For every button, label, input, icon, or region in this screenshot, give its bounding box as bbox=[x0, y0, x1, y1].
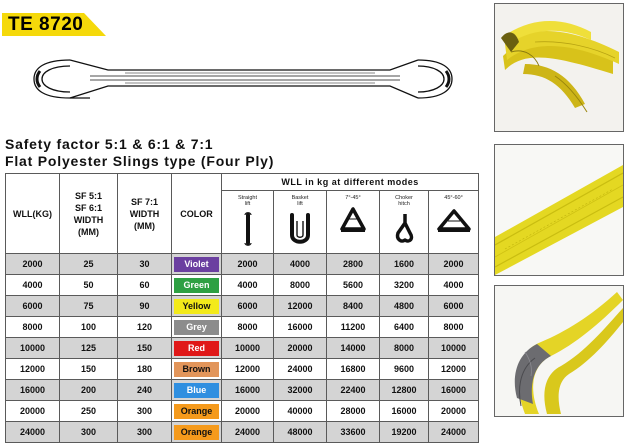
color-swatch: Brown bbox=[174, 362, 219, 377]
basket-lift-cell: 24000 bbox=[274, 359, 327, 380]
mode-wide-angle-basket: 45°-60° bbox=[429, 191, 479, 254]
sf5-6-width-cell: 150 bbox=[60, 359, 118, 380]
wide-angle-basket-cell: 8000 bbox=[429, 317, 479, 338]
choker-hitch-cell: 9600 bbox=[380, 359, 429, 380]
mode-basket-lift: Basket lift bbox=[274, 191, 327, 254]
photo-folded-yellow-sling bbox=[494, 3, 624, 132]
wide-angle-basket-icon bbox=[434, 205, 474, 241]
angled-basket-cell: 5600 bbox=[327, 275, 380, 296]
color-cell bbox=[172, 338, 222, 359]
choker-hitch-cell: 8000 bbox=[380, 338, 429, 359]
angled-basket-cell: 11200 bbox=[327, 317, 380, 338]
color-swatch: Red bbox=[174, 341, 219, 356]
wll-cell: 10000 bbox=[6, 338, 60, 359]
modes-header: WLL in kg at different modes bbox=[222, 174, 479, 191]
straight-lift-icon bbox=[228, 211, 268, 247]
sf7-width-cell: 60 bbox=[118, 275, 172, 296]
sf7-width-cell: 150 bbox=[118, 338, 172, 359]
sf5-6-width-cell: 50 bbox=[60, 275, 118, 296]
sf5-6-width-cell: 100 bbox=[60, 317, 118, 338]
color-cell bbox=[172, 296, 222, 317]
basket-lift-cell: 48000 bbox=[274, 422, 327, 443]
choker-hitch-cell: 19200 bbox=[380, 422, 429, 443]
wide-angle-basket-cell: 24000 bbox=[429, 422, 479, 443]
color-cell bbox=[172, 254, 222, 275]
table-row bbox=[6, 338, 479, 359]
sf5-6-width-cell: 300 bbox=[60, 422, 118, 443]
safety-factor-heading: Safety factor 5:1 & 6:1 & 7:1 bbox=[5, 136, 214, 152]
wll-cell: 2000 bbox=[6, 254, 60, 275]
color-swatch: Orange bbox=[174, 425, 219, 440]
choker-hitch-cell: 16000 bbox=[380, 401, 429, 422]
straight-lift-cell: 8000 bbox=[222, 317, 274, 338]
angled-basket-cell: 33600 bbox=[327, 422, 380, 443]
wll-cell: 20000 bbox=[6, 401, 60, 422]
table-row bbox=[6, 359, 479, 380]
mode-straight-lift: Straight lift bbox=[222, 191, 274, 254]
wide-angle-basket-cell: 6000 bbox=[429, 296, 479, 317]
color-cell bbox=[172, 422, 222, 443]
basket-lift-cell: 32000 bbox=[274, 380, 327, 401]
straight-lift-cell: 16000 bbox=[222, 380, 274, 401]
basket-lift-cell: 20000 bbox=[274, 338, 327, 359]
choker-hitch-cell: 12800 bbox=[380, 380, 429, 401]
basket-lift-cell: 12000 bbox=[274, 296, 327, 317]
color-swatch: Grey bbox=[174, 320, 219, 335]
wll-cell: 24000 bbox=[6, 422, 60, 443]
angled-basket-cell: 8400 bbox=[327, 296, 380, 317]
table-row bbox=[6, 380, 479, 401]
sf7-width-cell: 90 bbox=[118, 296, 172, 317]
sf7-width-header: SF 7:1 WIDTH (MM) bbox=[118, 174, 172, 254]
straight-lift-cell: 2000 bbox=[222, 254, 274, 275]
straight-lift-cell: 12000 bbox=[222, 359, 274, 380]
straight-lift-cell: 4000 bbox=[222, 275, 274, 296]
table-row bbox=[6, 296, 479, 317]
angled-basket-cell: 14000 bbox=[327, 338, 380, 359]
table-row bbox=[6, 422, 479, 443]
choker-hitch-icon bbox=[384, 211, 424, 247]
choker-hitch-cell: 4800 bbox=[380, 296, 429, 317]
mode-choker-hitch: Choker hitch bbox=[380, 191, 429, 254]
straight-lift-cell: 24000 bbox=[222, 422, 274, 443]
wll-cell: 16000 bbox=[6, 380, 60, 401]
wide-angle-basket-cell: 4000 bbox=[429, 275, 479, 296]
color-cell bbox=[172, 359, 222, 380]
color-header: COLOR bbox=[172, 174, 222, 254]
basket-lift-cell: 4000 bbox=[274, 254, 327, 275]
sf7-width-cell: 180 bbox=[118, 359, 172, 380]
photo-sling-closeup bbox=[494, 144, 624, 276]
wll-header: WLL(KG) bbox=[6, 174, 60, 254]
product-badge bbox=[2, 13, 106, 36]
angled-basket-cell: 22400 bbox=[327, 380, 380, 401]
color-swatch: Yellow bbox=[174, 299, 219, 314]
wll-cell: 4000 bbox=[6, 275, 60, 296]
sling-type-heading: Flat Polyester Slings type (Four Ply) bbox=[5, 153, 275, 169]
spec-table bbox=[5, 173, 479, 443]
sf7-width-cell: 120 bbox=[118, 317, 172, 338]
wide-angle-basket-cell: 16000 bbox=[429, 380, 479, 401]
sf5-6-width-header: SF 5:1 SF 6:1 WIDTH (MM) bbox=[60, 174, 118, 254]
basket-lift-icon bbox=[280, 211, 320, 247]
sf7-width-cell: 300 bbox=[118, 422, 172, 443]
wide-angle-basket-cell: 2000 bbox=[429, 254, 479, 275]
choker-hitch-cell: 3200 bbox=[380, 275, 429, 296]
color-swatch: Violet bbox=[174, 257, 219, 272]
color-cell bbox=[172, 401, 222, 422]
straight-lift-cell: 20000 bbox=[222, 401, 274, 422]
color-cell bbox=[172, 275, 222, 296]
choker-hitch-cell: 6400 bbox=[380, 317, 429, 338]
wll-cell: 12000 bbox=[6, 359, 60, 380]
color-cell bbox=[172, 380, 222, 401]
photo-sling-eye-with-sleeve bbox=[494, 285, 624, 417]
table-row bbox=[6, 317, 479, 338]
sf5-6-width-cell: 25 bbox=[60, 254, 118, 275]
sf5-6-width-cell: 125 bbox=[60, 338, 118, 359]
angled-basket-cell: 2800 bbox=[327, 254, 380, 275]
table-row bbox=[6, 275, 479, 296]
angled-basket-cell: 16800 bbox=[327, 359, 380, 380]
color-swatch: Blue bbox=[174, 383, 219, 398]
wide-angle-basket-cell: 10000 bbox=[429, 338, 479, 359]
angled-basket-icon bbox=[333, 205, 373, 241]
wll-cell: 6000 bbox=[6, 296, 60, 317]
basket-lift-cell: 40000 bbox=[274, 401, 327, 422]
table-row bbox=[6, 401, 479, 422]
table-row bbox=[6, 254, 479, 275]
straight-lift-cell: 6000 bbox=[222, 296, 274, 317]
sf7-width-cell: 300 bbox=[118, 401, 172, 422]
sling-drawing bbox=[30, 52, 456, 108]
wide-angle-basket-cell: 20000 bbox=[429, 401, 479, 422]
sf5-6-width-cell: 75 bbox=[60, 296, 118, 317]
basket-lift-cell: 16000 bbox=[274, 317, 327, 338]
sf7-width-cell: 240 bbox=[118, 380, 172, 401]
mode-angled-basket: 7°-45° bbox=[327, 191, 380, 254]
color-swatch: Orange bbox=[174, 404, 219, 419]
sf7-width-cell: 30 bbox=[118, 254, 172, 275]
wide-angle-basket-cell: 12000 bbox=[429, 359, 479, 380]
choker-hitch-cell: 1600 bbox=[380, 254, 429, 275]
wll-cell: 8000 bbox=[6, 317, 60, 338]
straight-lift-cell: 10000 bbox=[222, 338, 274, 359]
color-swatch: Green bbox=[174, 278, 219, 293]
sf5-6-width-cell: 250 bbox=[60, 401, 118, 422]
basket-lift-cell: 8000 bbox=[274, 275, 327, 296]
angled-basket-cell: 28000 bbox=[327, 401, 380, 422]
color-cell bbox=[172, 317, 222, 338]
product-code: TE 8720 bbox=[8, 14, 84, 35]
sf5-6-width-cell: 200 bbox=[60, 380, 118, 401]
